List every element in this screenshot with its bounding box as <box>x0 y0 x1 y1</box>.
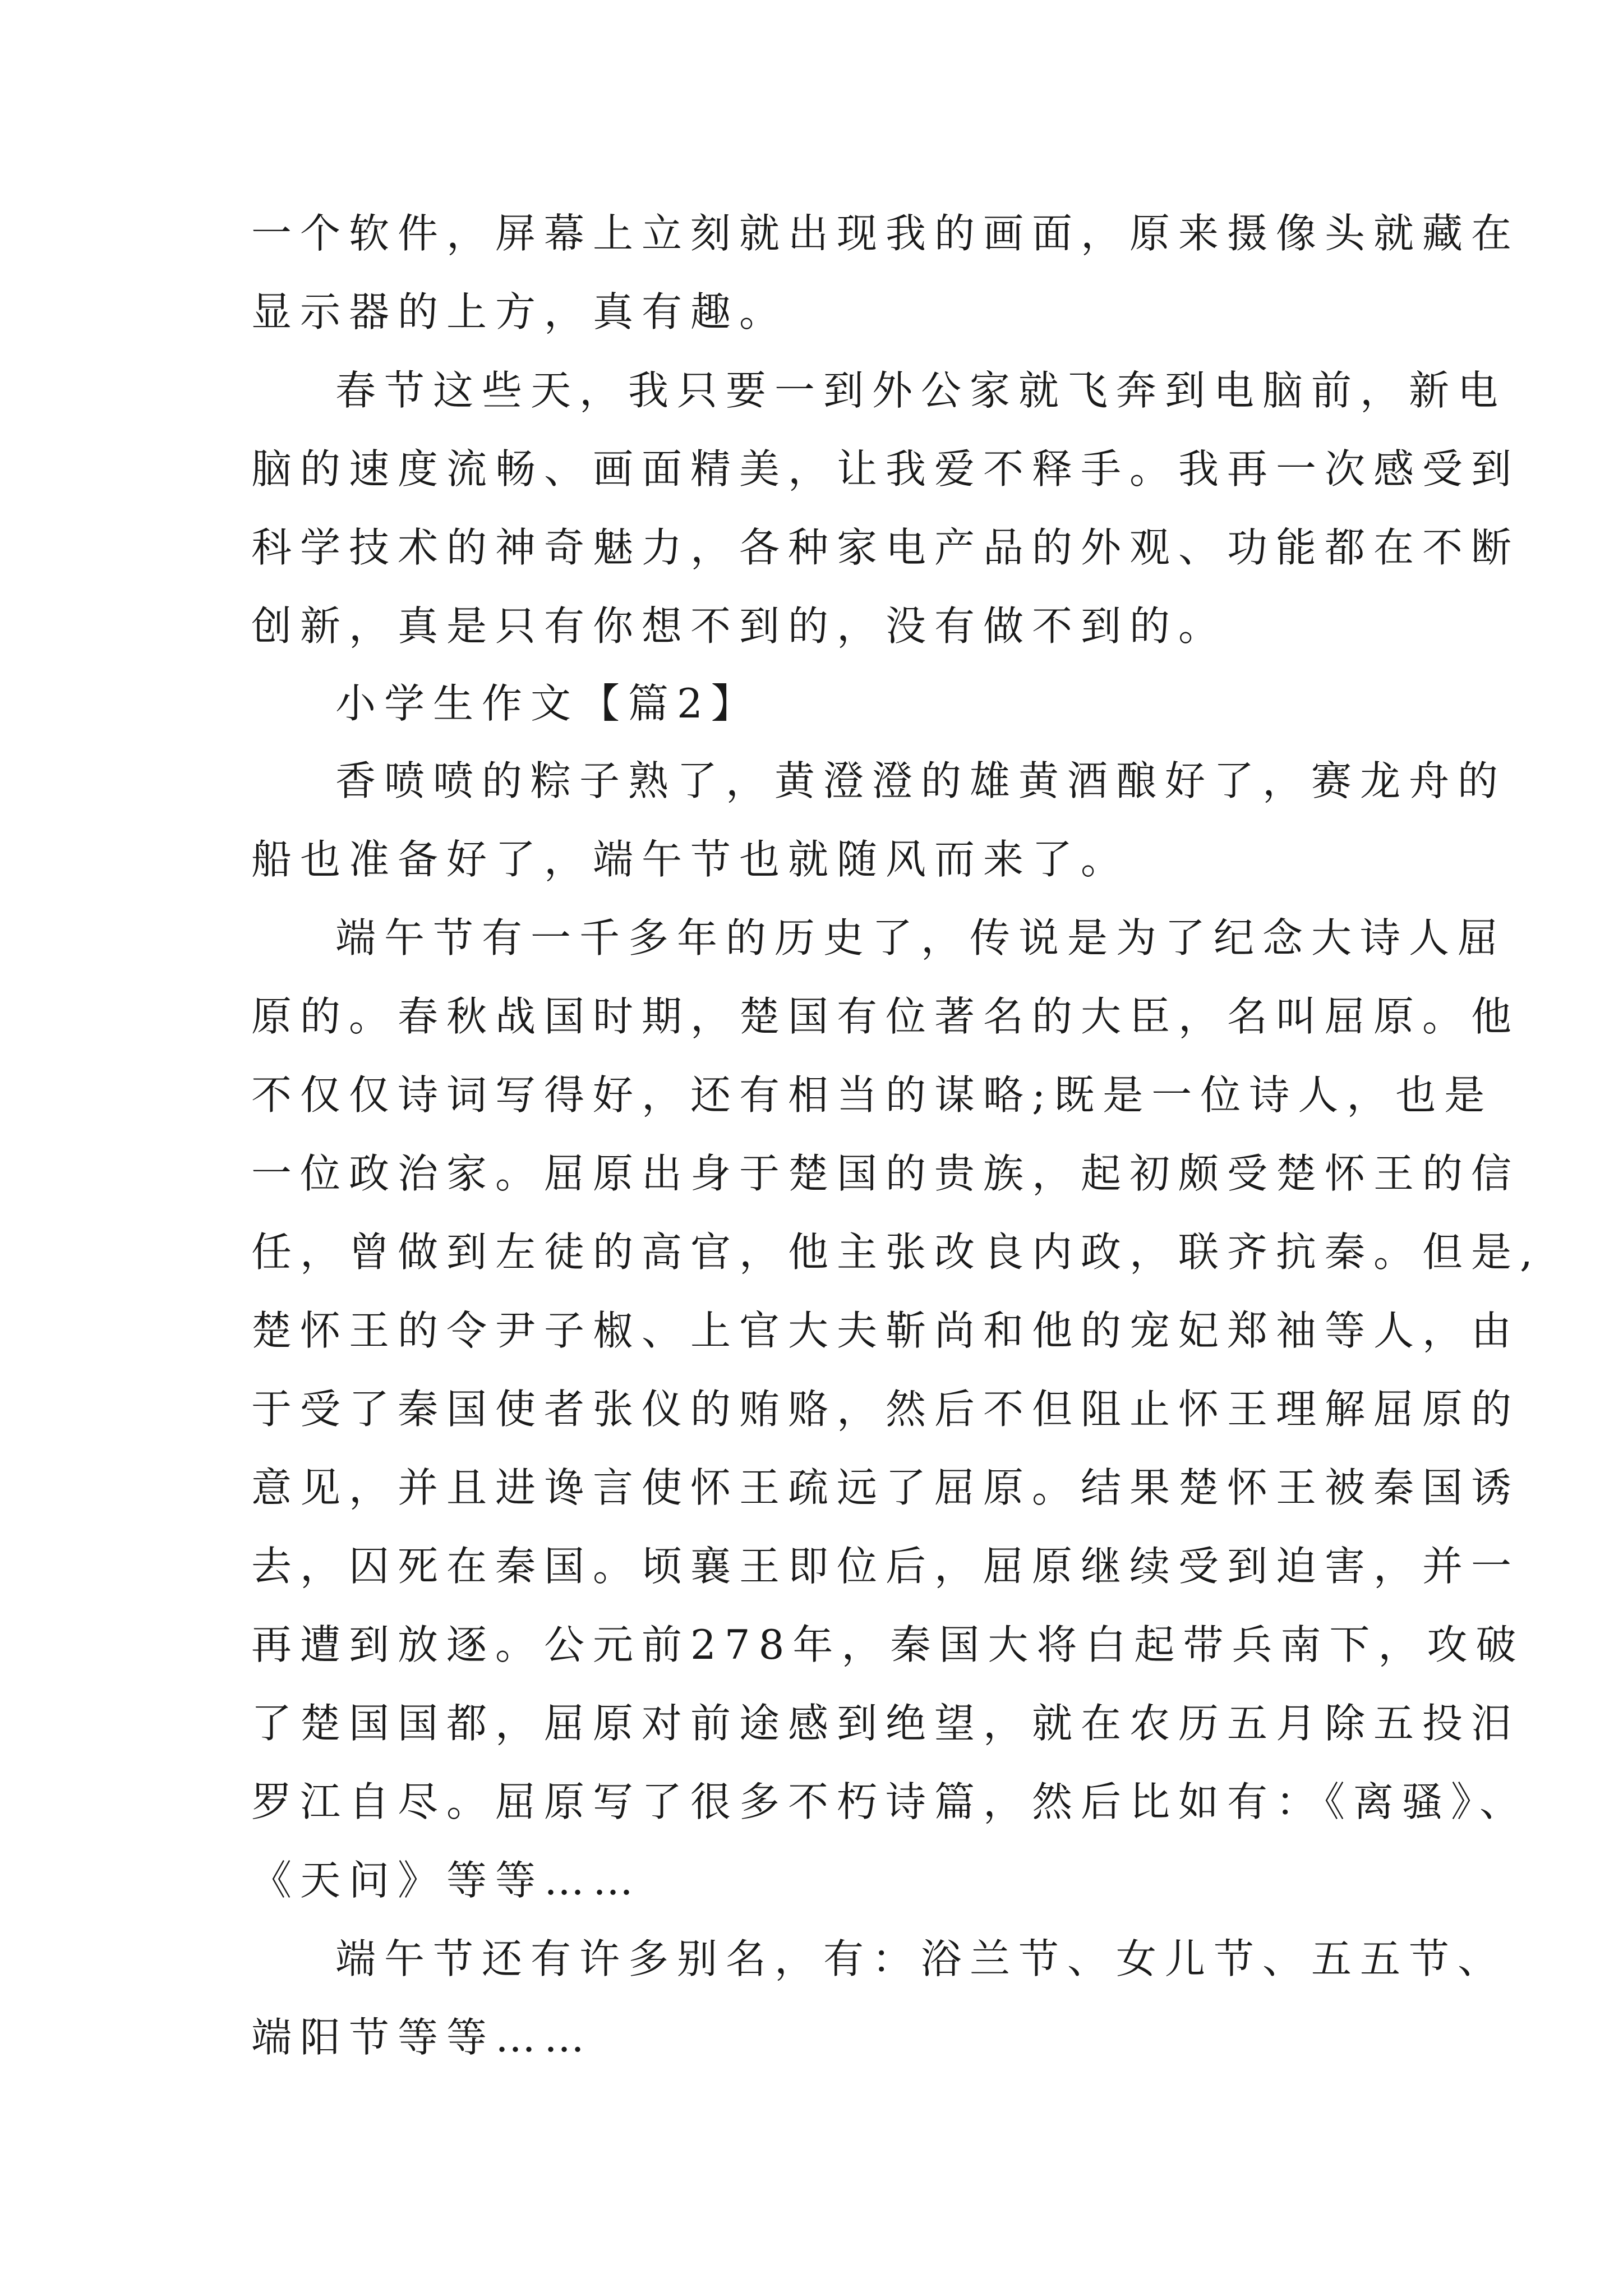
paragraph-line: 显示器的上方，真有趣。 <box>251 288 789 335</box>
paragraph-line: 于受了秦国使者张仪的贿赂，然后不但阻止怀王理解屈原的 <box>251 1386 1520 1433</box>
paragraph-line: 一个软件，屏幕上立刻就出现我的画面，原来摄像头就藏在 <box>251 210 1520 257</box>
section-heading: 小学生作文【篇2】 <box>335 680 760 727</box>
paragraph-line: 楚怀王的令尹子椒、上官大夫靳尚和他的宠妃郑袖等人，由 <box>251 1307 1520 1354</box>
paragraph-line: 去，囚死在秦国。顷襄王即位后，屈原继续受到迫害，并一 <box>251 1543 1520 1590</box>
paragraph-line: 端阳节等等…… <box>251 2014 593 2061</box>
paragraph-line: 香喷喷的粽子熟了，黄澄澄的雄黄酒酿好了，赛龙舟的 <box>335 757 1507 804</box>
paragraph-line: 端午节有一千多年的历史了，传说是为了纪念大诗人屈 <box>335 914 1507 961</box>
paragraph-line: 春节这些天，我只要一到外公家就飞奔到电脑前，新电 <box>335 367 1507 414</box>
paragraph-line: 了楚国国都，屈原对前途感到绝望，就在农历五月除五投汨 <box>251 1700 1520 1747</box>
paragraph-line: 罗江自尽。屈原写了很多不朽诗篇，然后比如有：《离骚》、 <box>251 1778 1529 1825</box>
paragraph-line: 意见，并且进谗言使怀王疏远了屈原。结果楚怀王被秦国诱 <box>251 1464 1520 1511</box>
paragraph-line: 任，曾做到左徒的高官，他主张改良内政，联齐抗秦。但是, <box>251 1228 1541 1276</box>
paragraph-line: 原的。春秋战国时期，楚国有位著名的大臣，名叫屈原。他 <box>251 993 1520 1040</box>
paragraph-line: 端午节还有许多别名，有：浴兰节、女儿节、五五节、 <box>335 1935 1507 1982</box>
paragraph-line: 再遭到放逐。公元前278年，秦国大将白起带兵南下，攻破 <box>251 1621 1525 1668</box>
paragraph-line: 船也准备好了，端午节也就随风而来了。 <box>251 836 1130 883</box>
paragraph-line: 脑的速度流畅、画面精美，让我爱不释手。我再一次感受到 <box>251 445 1520 493</box>
paragraph-line: 不仅仅诗词写得好，还有相当的谋略;既是一位诗人，也是 <box>251 1071 1493 1119</box>
paragraph-line: 一位政治家。屈原出身于楚国的贵族，起初颇受楚怀王的信 <box>251 1150 1520 1197</box>
paragraph-line: 创新，真是只有你想不到的，没有做不到的。 <box>251 602 1228 650</box>
paragraph-line: 《天问》等等…… <box>251 1857 642 1904</box>
paragraph-line: 科学技术的神奇魅力，各种家电产品的外观、功能都在不断 <box>251 524 1520 571</box>
